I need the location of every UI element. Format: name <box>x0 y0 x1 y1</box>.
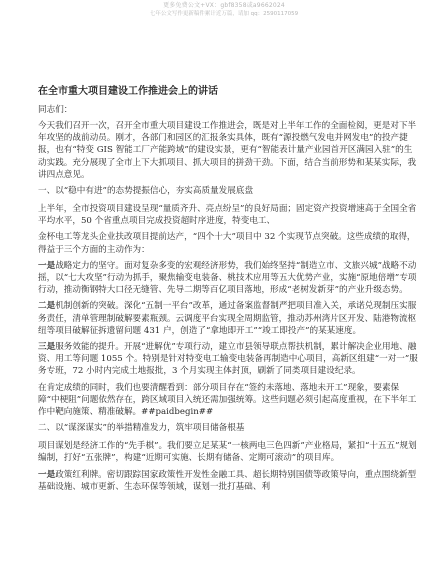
paragraph-2: 上半年，全市投资项目建设呈现“量质齐升、亮点纷呈”的良好局面；固定资产投资增速高于全国全省平均水平，50 个省重点项目完成投资超时序进度，特变电工、 <box>38 204 417 227</box>
point-lead-2: 二是 <box>38 301 56 312</box>
point-lead-4: 一是 <box>38 469 56 480</box>
paragraph-4 <box>38 260 420 297</box>
point-text-2: 机制创新的突破。深化“五制一平台”改革，通过备案监督制严把项目准入关，承诺兑现制压实服务责任，清单管理制破解要素瓶颈。云调度平台实现全周期监管，推动苏州湾片区开发、陆港物流枢纽等项目破解征拆遗留问题 431 户，创造了“拿地即开工”“竣工即投产”的某某速度。 <box>38 301 417 336</box>
paragraph-5 <box>38 300 420 337</box>
paragraph-3: 金杯电工等龙头企业扶改项目提前达产，“四个十大”项目中 32 个实现节点突破。这些成绩的取得，得益于三个方面的主动作为： <box>38 232 416 255</box>
header-line-1: 更多免费公文+VX：gbf8358或a9662024 <box>163 2 285 9</box>
greeting: 同志们： <box>38 105 73 115</box>
paragraph-9 <box>38 469 420 493</box>
point-text-1: 战略定力的坚守。面对复杂多变的宏观经济形势，我们始终坚持“制造立市、文旅兴城”战略不动摇，以“七大攻坚”行动为抓手，聚焦输变电装备、桃技术应用等五大优势产业，实施“原地倍增”专项行动，推动衡钢特大口径无缝管、先导二期等百亿项目落地，形成“老树发新芽”的产业升级态势。 <box>38 260 417 296</box>
point-lead-1: 一是 <box>38 260 56 271</box>
point-text-3: 服务效能的提升。开展“进解优”专项行动，建立市县领导联点帮扶机制，累计解决企业用地、融资、用工等问题 1055 个。特别是针对特变电工输变电装备再制造中心项目，高新区组建“一对一”服务专班，72 小时内完成土地报批，3 个月实现主体封顶，刷新了同类项目建设纪录。 <box>38 342 418 377</box>
paragraph-6 <box>38 341 420 378</box>
point-text-4: 政策红利牌。密切跟踪国家政策性开发性金融工具、超长期特别国债等政策导向，重点围绕新型基础设施、城市更新、生态环保等领域，谋划一批打基础、利 <box>38 469 417 492</box>
paragraph-8: 项目谋划是经济工作的“先手棋”。我们要立足某某“一核两电三色四新”产业格局，紧扣“十五五”规划编制，打好“五张牌”，构建“近期可实施、长期有储备、定期可滚动”的项目库。 <box>38 441 417 464</box>
page-header <box>0 2 448 18</box>
section-heading-2: 二、以“谋深谋实”的举措精准发力，筑牢项目储备根基 <box>38 423 245 434</box>
document-body <box>38 86 420 497</box>
paragraph-intro: 今天我们召开一次，召开全市重大项目建设工作推进会，既是对上半年工作的全面检阅，更是对下半年攻坚的战前动员。刚才，各部门和园区的汇报条实具体，既有“源投燃气发电并网发电”的投产捷报，也有“特变 GIS 智能工厂产能跨域”的建设实景，更有“智能表计量产业园首开区满园入驻”的生动实践。充分展现了全市上下大抓项目、抓大项目的拼劲干劲。下面，结合当前形势和某某实际，我讲四点意见。 <box>38 121 417 180</box>
header-line-2: 七年公文写作更新稿件累计近万篇，请加 qq：2590117059 <box>149 11 299 17</box>
point-lead-3: 三是 <box>38 342 56 353</box>
section-heading-1: 一、以“稳中有进”的态势提振信心，夯实高质量发展底盘 <box>38 186 254 197</box>
document-title: 在全市重大项目建设工作推进会上的讲话 <box>38 86 218 97</box>
paragraph-7: 在肯定成绩的同时，我们也要清醒看到：部分项目存在“签约未落地、落地未开工”现象，要素保障“中梗阻”问题依然存在，跨区域项目入统还需加强统筹。这些问题必须引起高度重视，在下半年工作中靶向施策、精准破解。##paidbegin## <box>38 382 417 418</box>
